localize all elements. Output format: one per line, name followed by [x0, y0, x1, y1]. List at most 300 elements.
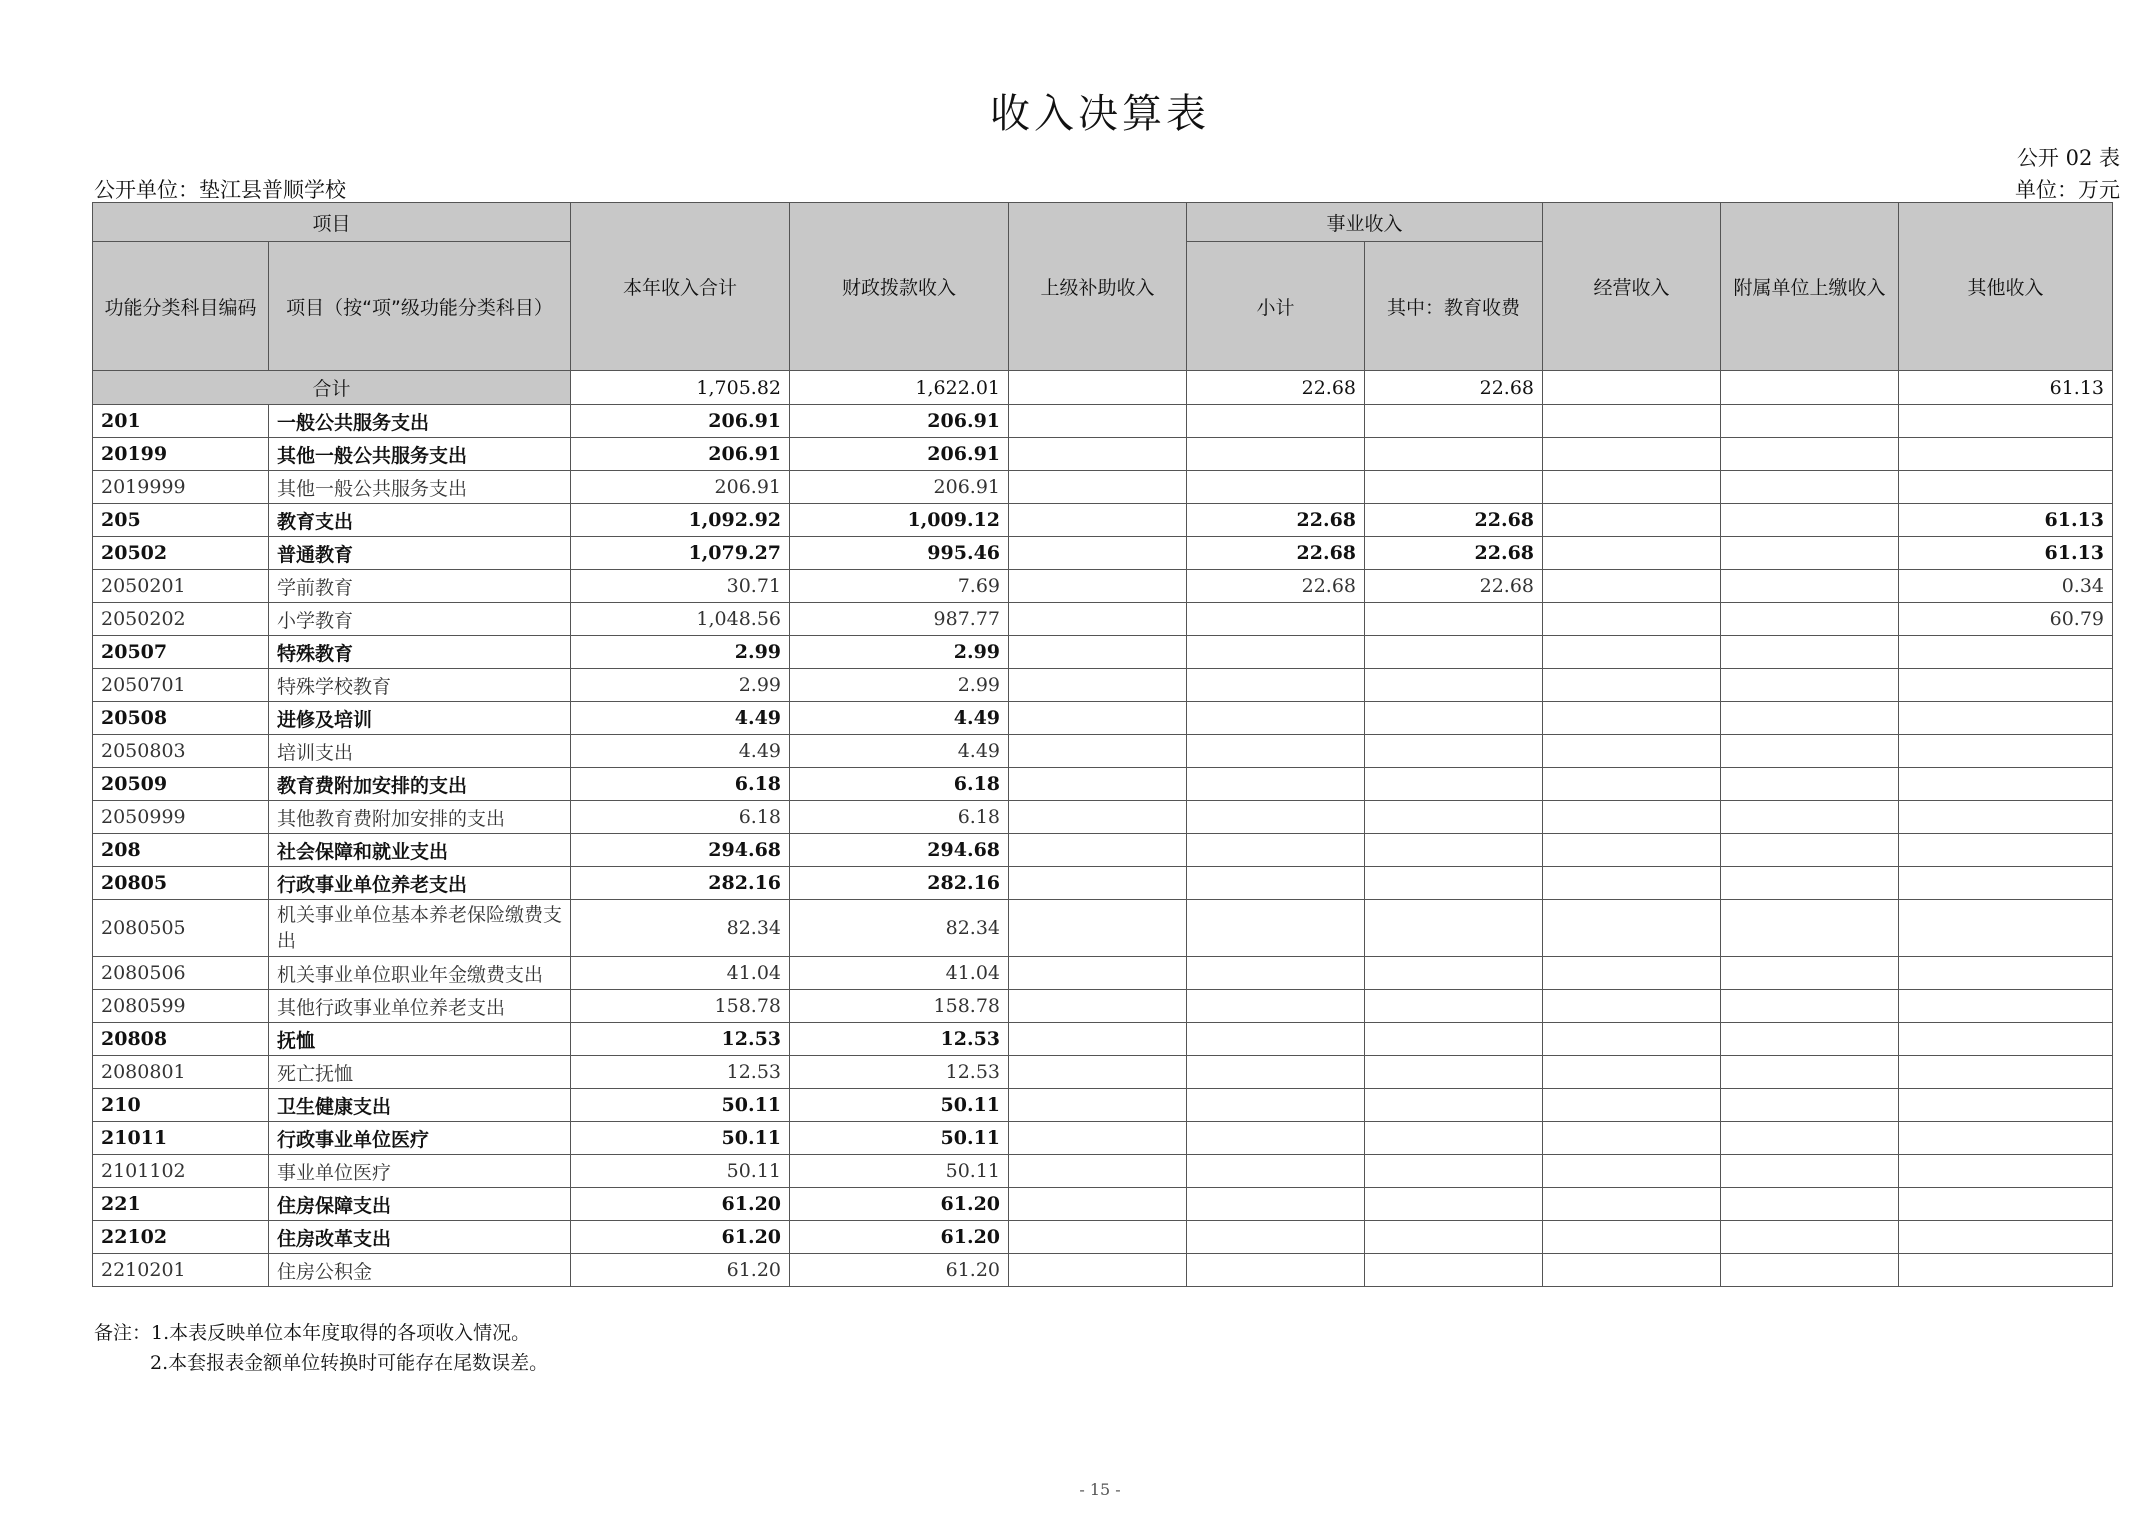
row-superior [1009, 405, 1187, 438]
row-total: 50.11 [571, 1155, 790, 1188]
row-edu-fee [1365, 636, 1543, 669]
row-subtotal [1187, 900, 1365, 957]
row-edu-fee [1365, 438, 1543, 471]
row-affiliate [1721, 405, 1899, 438]
row-subtotal [1187, 1221, 1365, 1254]
row-superior [1009, 990, 1187, 1023]
row-code: 20509 [93, 768, 269, 801]
row-total: 158.78 [571, 990, 790, 1023]
row-superior [1009, 1155, 1187, 1188]
total-superior [1009, 371, 1187, 405]
row-other [1899, 1221, 2113, 1254]
row-fiscal: 1,009.12 [790, 504, 1009, 537]
table-row [93, 405, 2113, 438]
header-fiscal: 财政拨款收入 [790, 203, 1009, 371]
total-label: 合计 [93, 371, 571, 405]
row-operating [1543, 669, 1721, 702]
row-superior [1009, 1089, 1187, 1122]
total-row [93, 371, 2113, 405]
row-operating [1543, 768, 1721, 801]
row-fiscal: 12.53 [790, 1056, 1009, 1089]
row-fiscal: 12.53 [790, 1023, 1009, 1056]
row-subtotal [1187, 1254, 1365, 1287]
row-operating [1543, 636, 1721, 669]
row-code: 2050803 [93, 735, 269, 768]
row-other [1899, 636, 2113, 669]
row-other [1899, 990, 2113, 1023]
row-code: 2050999 [93, 801, 269, 834]
row-name: 特殊教育 [269, 636, 571, 669]
row-other [1899, 438, 2113, 471]
row-subtotal [1187, 1155, 1365, 1188]
row-operating [1543, 405, 1721, 438]
row-subtotal [1187, 1188, 1365, 1221]
row-name: 卫生健康支出 [269, 1089, 571, 1122]
row-fiscal: 282.16 [790, 867, 1009, 900]
table-row [93, 669, 2113, 702]
row-operating [1543, 1089, 1721, 1122]
row-fiscal: 987.77 [790, 603, 1009, 636]
row-subtotal [1187, 957, 1365, 990]
total-total: 1,705.82 [571, 371, 790, 405]
row-total: 206.91 [571, 405, 790, 438]
header-code: 功能分类科目编码 [93, 242, 269, 371]
row-total: 206.91 [571, 438, 790, 471]
row-superior [1009, 1221, 1187, 1254]
row-operating [1543, 702, 1721, 735]
header-total: 本年收入合计 [571, 203, 790, 371]
row-superior [1009, 636, 1187, 669]
row-fiscal: 206.91 [790, 438, 1009, 471]
row-other [1899, 867, 2113, 900]
row-edu-fee [1365, 603, 1543, 636]
header-name: 项目（按“项”级功能分类科目） [269, 242, 571, 371]
row-superior [1009, 570, 1187, 603]
table-row [93, 1254, 2113, 1287]
row-name: 事业单位医疗 [269, 1155, 571, 1188]
row-fiscal: 4.49 [790, 735, 1009, 768]
row-other [1899, 1122, 2113, 1155]
row-code: 2080506 [93, 957, 269, 990]
row-fiscal: 206.91 [790, 471, 1009, 504]
row-name: 行政事业单位养老支出 [269, 867, 571, 900]
table-row [93, 957, 2113, 990]
row-affiliate [1721, 834, 1899, 867]
row-superior [1009, 1254, 1187, 1287]
row-name: 一般公共服务支出 [269, 405, 571, 438]
total-other: 61.13 [1899, 371, 2113, 405]
row-name: 抚恤 [269, 1023, 571, 1056]
row-edu-fee [1365, 1221, 1543, 1254]
row-fiscal: 50.11 [790, 1122, 1009, 1155]
row-code: 20808 [93, 1023, 269, 1056]
row-fiscal: 61.20 [790, 1254, 1009, 1287]
table-row [93, 1122, 2113, 1155]
row-other: 61.13 [1899, 504, 2113, 537]
row-affiliate [1721, 669, 1899, 702]
row-operating [1543, 1155, 1721, 1188]
row-other [1899, 801, 2113, 834]
table-row [93, 1155, 2113, 1188]
row-total: 50.11 [571, 1089, 790, 1122]
row-subtotal [1187, 603, 1365, 636]
row-operating [1543, 471, 1721, 504]
row-affiliate [1721, 1155, 1899, 1188]
row-subtotal [1187, 669, 1365, 702]
row-code: 2080505 [93, 900, 269, 957]
note-2: 2.本套报表金额单位转换时可能存在尾数误差。 [150, 1352, 549, 1374]
row-total: 206.91 [571, 471, 790, 504]
row-edu-fee: 22.68 [1365, 504, 1543, 537]
row-other [1899, 900, 2113, 957]
row-fiscal: 82.34 [790, 900, 1009, 957]
row-other [1899, 405, 2113, 438]
row-name: 特殊学校教育 [269, 669, 571, 702]
form-number: 公开 02 表 [2016, 146, 2120, 170]
row-superior [1009, 1188, 1187, 1221]
row-subtotal [1187, 801, 1365, 834]
row-edu-fee [1365, 471, 1543, 504]
row-fiscal: 7.69 [790, 570, 1009, 603]
row-code: 2080599 [93, 990, 269, 1023]
row-other [1899, 471, 2113, 504]
row-other: 0.34 [1899, 570, 2113, 603]
row-operating [1543, 1221, 1721, 1254]
total-fiscal: 1,622.01 [790, 371, 1009, 405]
row-fiscal: 995.46 [790, 537, 1009, 570]
table-row [93, 537, 2113, 570]
row-superior [1009, 801, 1187, 834]
row-total: 1,079.27 [571, 537, 790, 570]
row-superior [1009, 735, 1187, 768]
row-operating [1543, 537, 1721, 570]
row-affiliate [1721, 768, 1899, 801]
row-affiliate [1721, 1188, 1899, 1221]
row-code: 2019999 [93, 471, 269, 504]
row-edu-fee [1365, 801, 1543, 834]
row-other [1899, 768, 2113, 801]
row-fiscal: 4.49 [790, 702, 1009, 735]
row-name: 其他一般公共服务支出 [269, 471, 571, 504]
row-total: 4.49 [571, 702, 790, 735]
row-other [1899, 669, 2113, 702]
row-edu-fee [1365, 1188, 1543, 1221]
row-code: 20502 [93, 537, 269, 570]
row-subtotal [1187, 1023, 1365, 1056]
row-code: 210 [93, 1089, 269, 1122]
row-edu-fee [1365, 990, 1543, 1023]
row-superior [1009, 471, 1187, 504]
row-total: 6.18 [571, 768, 790, 801]
row-other [1899, 1155, 2113, 1188]
row-other [1899, 957, 2113, 990]
row-operating [1543, 570, 1721, 603]
row-edu-fee [1365, 900, 1543, 957]
row-subtotal [1187, 1056, 1365, 1089]
row-fiscal: 50.11 [790, 1089, 1009, 1122]
row-total: 50.11 [571, 1122, 790, 1155]
row-subtotal [1187, 1089, 1365, 1122]
table-row [93, 702, 2113, 735]
row-total: 82.34 [571, 900, 790, 957]
row-affiliate [1721, 1056, 1899, 1089]
row-superior [1009, 957, 1187, 990]
row-name: 普通教育 [269, 537, 571, 570]
row-affiliate [1721, 504, 1899, 537]
row-other [1899, 735, 2113, 768]
table-row [93, 1221, 2113, 1254]
row-fiscal: 294.68 [790, 834, 1009, 867]
row-superior [1009, 768, 1187, 801]
row-subtotal: 22.68 [1187, 537, 1365, 570]
row-code: 2050701 [93, 669, 269, 702]
row-code: 20199 [93, 438, 269, 471]
note-1: 备注：1.本表反映单位本年度取得的各项收入情况。 [94, 1322, 531, 1344]
row-affiliate [1721, 636, 1899, 669]
row-other [1899, 834, 2113, 867]
row-affiliate [1721, 900, 1899, 957]
row-superior [1009, 1122, 1187, 1155]
row-affiliate [1721, 702, 1899, 735]
row-other [1899, 1056, 2113, 1089]
row-name: 社会保障和就业支出 [269, 834, 571, 867]
header-affiliate: 附属单位上缴收入 [1721, 203, 1899, 371]
row-name: 教育支出 [269, 504, 571, 537]
row-total: 12.53 [571, 1056, 790, 1089]
row-other [1899, 1089, 2113, 1122]
row-total: 294.68 [571, 834, 790, 867]
row-other [1899, 1254, 2113, 1287]
row-fiscal: 6.18 [790, 768, 1009, 801]
row-total: 4.49 [571, 735, 790, 768]
row-name: 住房改革支出 [269, 1221, 571, 1254]
row-subtotal [1187, 768, 1365, 801]
row-subtotal [1187, 735, 1365, 768]
row-total: 30.71 [571, 570, 790, 603]
header-other: 其他收入 [1899, 203, 2113, 371]
row-fiscal: 61.20 [790, 1221, 1009, 1254]
income-statement-table [92, 202, 2113, 1287]
row-superior [1009, 867, 1187, 900]
row-superior [1009, 834, 1187, 867]
row-edu-fee [1365, 702, 1543, 735]
row-edu-fee [1365, 669, 1543, 702]
row-edu-fee [1365, 1155, 1543, 1188]
row-subtotal: 22.68 [1187, 570, 1365, 603]
row-code: 2210201 [93, 1254, 269, 1287]
row-total: 2.99 [571, 669, 790, 702]
total-edu-fee: 22.68 [1365, 371, 1543, 405]
row-total: 1,092.92 [571, 504, 790, 537]
row-edu-fee [1365, 405, 1543, 438]
row-code: 205 [93, 504, 269, 537]
row-name: 机关事业单位职业年金缴费支出 [269, 957, 571, 990]
row-superior [1009, 537, 1187, 570]
row-total: 61.20 [571, 1188, 790, 1221]
row-fiscal: 50.11 [790, 1155, 1009, 1188]
row-edu-fee [1365, 1254, 1543, 1287]
row-affiliate [1721, 537, 1899, 570]
row-superior [1009, 504, 1187, 537]
header-project: 项目 [93, 203, 571, 242]
row-code: 21011 [93, 1122, 269, 1155]
row-fiscal: 6.18 [790, 801, 1009, 834]
row-operating [1543, 1188, 1721, 1221]
row-total: 6.18 [571, 801, 790, 834]
row-subtotal [1187, 636, 1365, 669]
row-affiliate [1721, 570, 1899, 603]
row-affiliate [1721, 1122, 1899, 1155]
row-other [1899, 1188, 2113, 1221]
row-affiliate [1721, 735, 1899, 768]
header-operating: 经营收入 [1543, 203, 1721, 371]
row-operating [1543, 867, 1721, 900]
row-name: 培训支出 [269, 735, 571, 768]
table-row [93, 990, 2113, 1023]
total-subtotal: 22.68 [1187, 371, 1365, 405]
total-affiliate [1721, 371, 1899, 405]
row-fiscal: 158.78 [790, 990, 1009, 1023]
table-row [93, 603, 2113, 636]
row-code: 2101102 [93, 1155, 269, 1188]
currency-unit: 单位：万元 [2015, 178, 2120, 202]
reporting-unit: 公开单位：垫江县普顺学校 [94, 178, 346, 202]
row-operating [1543, 438, 1721, 471]
row-subtotal: 22.68 [1187, 504, 1365, 537]
page-number: - 15 - [1079, 1480, 1121, 1499]
row-code: 2080801 [93, 1056, 269, 1089]
table-row [93, 900, 2113, 957]
row-affiliate [1721, 957, 1899, 990]
table-row [93, 801, 2113, 834]
row-affiliate [1721, 801, 1899, 834]
row-fiscal: 206.91 [790, 405, 1009, 438]
row-code: 20508 [93, 702, 269, 735]
row-superior [1009, 1023, 1187, 1056]
row-name: 学前教育 [269, 570, 571, 603]
row-fiscal: 2.99 [790, 636, 1009, 669]
row-code: 20507 [93, 636, 269, 669]
row-other [1899, 702, 2113, 735]
row-operating [1543, 900, 1721, 957]
row-affiliate [1721, 990, 1899, 1023]
row-code: 2050202 [93, 603, 269, 636]
row-edu-fee [1365, 867, 1543, 900]
table-row [93, 636, 2113, 669]
row-subtotal [1187, 702, 1365, 735]
row-subtotal [1187, 405, 1365, 438]
row-edu-fee [1365, 957, 1543, 990]
row-other: 60.79 [1899, 603, 2113, 636]
row-name: 其他行政事业单位养老支出 [269, 990, 571, 1023]
row-operating [1543, 801, 1721, 834]
row-subtotal [1187, 834, 1365, 867]
row-operating [1543, 504, 1721, 537]
table-row [93, 1089, 2113, 1122]
row-subtotal [1187, 438, 1365, 471]
row-subtotal [1187, 867, 1365, 900]
row-name: 其他教育费附加安排的支出 [269, 801, 571, 834]
row-name: 住房公积金 [269, 1254, 571, 1287]
row-subtotal [1187, 471, 1365, 504]
row-operating [1543, 834, 1721, 867]
header-edu-fee: 其中：教育收费 [1365, 242, 1543, 371]
row-total: 61.20 [571, 1254, 790, 1287]
row-operating [1543, 603, 1721, 636]
row-superior [1009, 669, 1187, 702]
row-subtotal [1187, 1122, 1365, 1155]
row-operating [1543, 1023, 1721, 1056]
row-fiscal: 61.20 [790, 1188, 1009, 1221]
row-edu-fee [1365, 834, 1543, 867]
table-row [93, 834, 2113, 867]
table-row [93, 438, 2113, 471]
total-operating [1543, 371, 1721, 405]
row-name: 行政事业单位医疗 [269, 1122, 571, 1155]
row-code: 2050201 [93, 570, 269, 603]
table-row [93, 471, 2113, 504]
row-edu-fee: 22.68 [1365, 570, 1543, 603]
row-edu-fee [1365, 1023, 1543, 1056]
table-row [93, 735, 2113, 768]
row-edu-fee [1365, 1089, 1543, 1122]
row-edu-fee [1365, 768, 1543, 801]
row-code: 221 [93, 1188, 269, 1221]
row-total: 2.99 [571, 636, 790, 669]
row-edu-fee: 22.68 [1365, 537, 1543, 570]
table-row [93, 570, 2113, 603]
row-total: 1,048.56 [571, 603, 790, 636]
header-superior: 上级补助收入 [1009, 203, 1187, 371]
row-total: 282.16 [571, 867, 790, 900]
row-total: 61.20 [571, 1221, 790, 1254]
row-code: 208 [93, 834, 269, 867]
row-code: 20805 [93, 867, 269, 900]
row-superior [1009, 900, 1187, 957]
table-row [93, 1023, 2113, 1056]
row-superior [1009, 702, 1187, 735]
row-subtotal [1187, 990, 1365, 1023]
table-row [93, 867, 2113, 900]
row-edu-fee [1365, 1122, 1543, 1155]
row-edu-fee [1365, 1056, 1543, 1089]
row-other: 61.13 [1899, 537, 2113, 570]
row-affiliate [1721, 603, 1899, 636]
row-code: 201 [93, 405, 269, 438]
row-name: 住房保障支出 [269, 1188, 571, 1221]
row-name: 死亡抚恤 [269, 1056, 571, 1089]
row-name: 其他一般公共服务支出 [269, 438, 571, 471]
row-name: 进修及培训 [269, 702, 571, 735]
header-business: 事业收入 [1187, 203, 1543, 242]
row-superior [1009, 438, 1187, 471]
row-superior [1009, 1056, 1187, 1089]
table-row [93, 504, 2113, 537]
row-operating [1543, 735, 1721, 768]
row-total: 12.53 [571, 1023, 790, 1056]
row-affiliate [1721, 1254, 1899, 1287]
row-name: 教育费附加安排的支出 [269, 768, 571, 801]
table-row [93, 1188, 2113, 1221]
row-edu-fee [1365, 735, 1543, 768]
row-name: 机关事业单位基本养老保险缴费支出 [269, 900, 571, 957]
row-operating [1543, 957, 1721, 990]
row-affiliate [1721, 438, 1899, 471]
row-affiliate [1721, 1221, 1899, 1254]
table-row [93, 768, 2113, 801]
row-superior [1009, 603, 1187, 636]
row-affiliate [1721, 867, 1899, 900]
